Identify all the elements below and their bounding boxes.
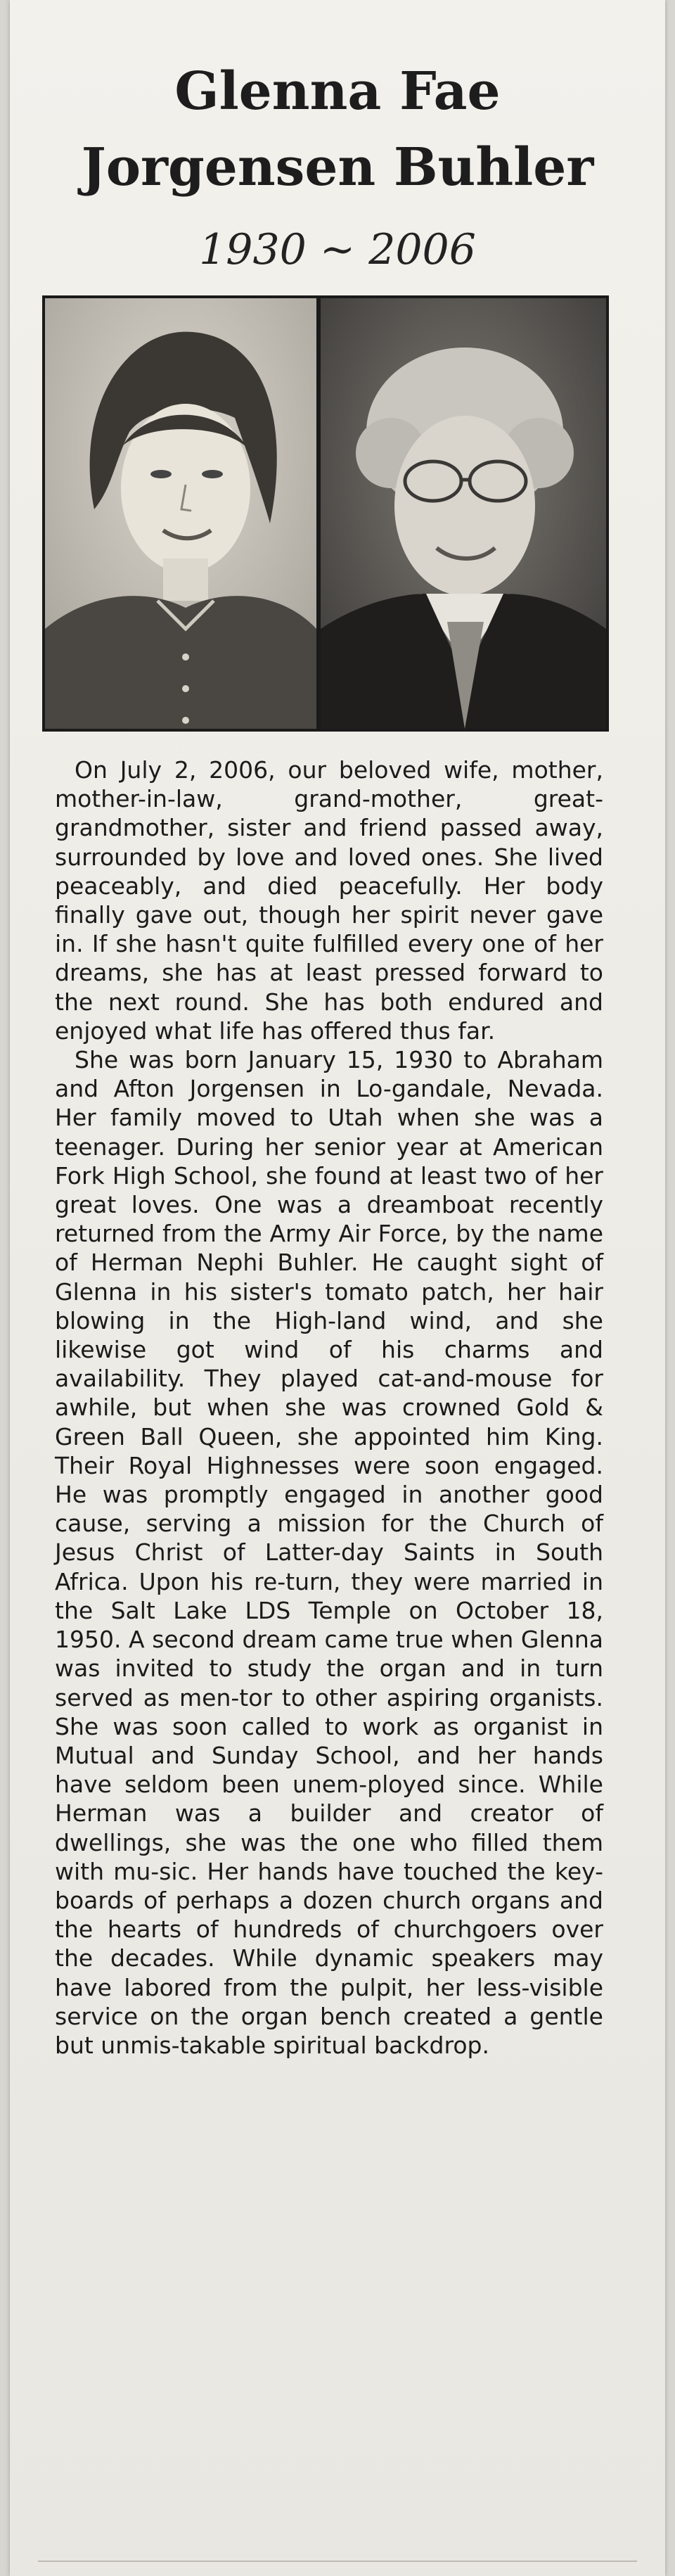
- obituary-paragraph-1: On July 2, 2006, our beloved wife, mother, mother-in-law, grand-mother, great-grandmother, sister and friend passed away, surrounded by love and loved ones. She lived peaceably, and died peacefully. Her body finally gave out, though her spirit never gave in. If she hasn't quite fulfilled every one of her dreams, she has at least pressed forward to the next round. She has both endured and enjoyed what life has offered thus far.: [55, 756, 603, 1045]
- newspaper-clipping: [10, 0, 665, 2576]
- obituary-body: [55, 755, 603, 2060]
- bottom-rule: [38, 2561, 637, 2562]
- portrait-young-photo: [45, 298, 316, 729]
- obituary-name-line-1: Glenna Fae: [174, 61, 501, 122]
- obituary-paragraph-2: She was born January 15, 1930 to Abraham and Afton Jorgensen in Lo-gandale, Nevada. Her family moved to Utah when she was a teenager. During her senior year at American Fork High School, she found at least two of her great loves. One was a dreamboat recently returned from the Army Air Force, by the name of Herman Nephi Buhler. He caught sight of Glenna in his sister's tomato patch, her hair blowing in the High-land wind, and she likewise got wind of his charms and availability. They played cat-and-mouse for awhile, but when she was crowned Gold & Green Ball Queen, she appointed him King. Their Royal Highnesses were soon engaged. He was promptly engaged in another good cause, serving a mission for the Church of Jesus Christ of Latter-day Saints in South Africa. Upon his re-turn, they were married in the Salt Lake LDS Temple on October 18, 1950. A second dream came true when Glenna was invited to study the organ and in turn served as men-tor to other aspiring organists. She was soon called to work as organist in Mutual and Sunday School, and her hands have seldom been unem-ployed since. While Herman was a builder and creator of dwellings, she was the one who filled them with mu-sic. Her hands have touched the key-boards of perhaps a dozen church organs and the hearts of hundreds of churchgoers over the decades. While dynamic speakers may have labored from the pulpit, her less-visible service on the organ bench created a gentle but unmis-takable spiritual backdrop.: [55, 1046, 603, 2059]
- obituary-name-line-2: Jorgensen Buhler: [81, 137, 594, 198]
- obituary-dates: 1930 ~ 2006: [199, 225, 476, 274]
- portrait-older-photo: [321, 298, 606, 729]
- photo-pair: [42, 295, 609, 732]
